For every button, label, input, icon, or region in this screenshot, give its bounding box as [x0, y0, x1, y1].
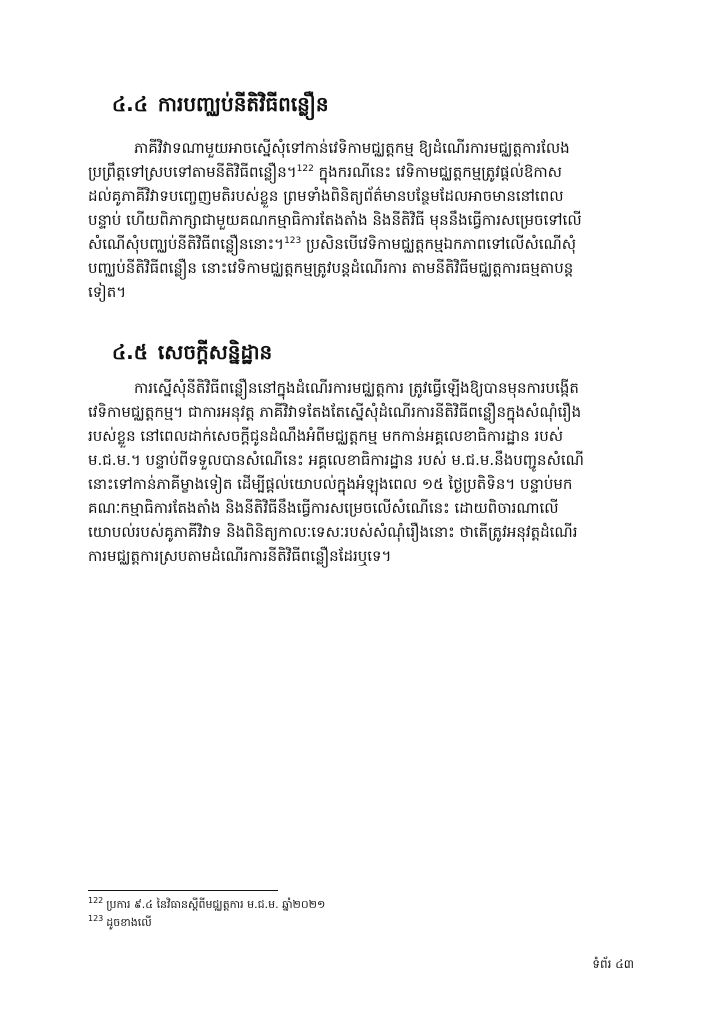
section-title: សេចក្តីសន្និដ្ឋាន: [157, 340, 273, 364]
footnote-number: 122: [88, 896, 104, 906]
footnote-reference: 123: [284, 236, 302, 246]
section-heading-4-4: [112, 90, 329, 118]
section-heading-4-5: [112, 338, 272, 366]
paragraph-text: ក្នុងករណីនេះ វេទិកាមជ្ឈត្តកម្មត្រូវផ្តល់ឱកាស ដល់គូភាគីវិវាទបញ្ចេញមតិរបស់ខ្លួន ព្រមទាំងពិនិត្យព័ត៌មានបន្ថែមដែលអាចមាននៅពេល បន្ទាប់ ហើយពិភាក្សាជាមួយគណកម្មាធិការតែងតាំង និងនីតិវិធី មុននឹងធ្វើការសម្រេចទៅលើ សំណើសុំបញ្ឈប់នីតិវិធីពន្លឿននោះ។: [88, 163, 582, 253]
section-title: ការបញ្ឈប់នីតិវិធីពន្លឿន: [157, 92, 329, 116]
paragraph-text: ភាគីវិវាទណាមួយអាចស្នើសុំទៅកាន់វេទិកាមជ្ឈត្តកម្ម ឱ្យដំណើរការមជ្ឈត្តការលែង ប្រព្រឹត្តទៅស្របទៅតាមនីតិវិធីពន្លឿន។: [88, 139, 570, 181]
section-4-4-paragraph: [88, 136, 636, 304]
footnote-text: ប្រការ ៩.៤ នៃវិធានស្តីពីមជ្ឈត្តការ ម.ជ.ម. ឆ្នាំ២០២១: [106, 898, 326, 911]
footnote-123: [88, 915, 152, 931]
footnote-reference: 122: [296, 164, 314, 174]
footnote-text: ដូចខាងលើ: [106, 916, 152, 929]
footnote-122: [88, 897, 325, 913]
footnote-number: 123: [88, 914, 104, 924]
section-number: ៤.៥: [112, 340, 148, 364]
page-number: ទំព័រ ៤៣: [592, 957, 634, 971]
footnote-separator: [88, 890, 278, 891]
section-number: ៤.៤: [112, 92, 148, 116]
section-4-5-paragraph: ការស្នើសុំនីតិវិធីពន្លឿននៅក្នុងដំណើរការមជ្ឈត្តការ ត្រូវធ្វើឡើងឱ្យបានមុនការបង្កើត វេទិកាមជ្ឈត្តកម្ម។ ជាការអនុវត្ត ភាគីវិវាទតែងតែស្នើសុំដំណើរការនីតិវិធីពន្លឿនក្នុងសំណុំរឿង របស់ខ្លួន នៅពេលដាក់សេចក្តីជូនដំណឹងអំពីមជ្ឈត្តកម្ម មកកាន់អគ្គលេខាធិការដ្ឋាន របស់ ម.ជ.ម.។ បន្ទាប់ពីទទួលបានសំណើនេះ អគ្គលេខាធិការដ្ឋាន របស់ ម.ជ.ម.នឹងបញ្ជូនសំណើ នោះទៅកាន់ភាគីម្ខាងទៀត ដើម្បីផ្តល់យោបល់ក្នុងអំឡុងពេល ១៥ ថ្ងៃប្រតិទិន។ បន្ទាប់មក គណៈកម្មាធិការតែងតាំង និងនីតិវិធីនឹងធ្វើការសម្រេចលើសំណើនេះ ដោយពិចារណាលើ យោបល់របស់គូភាគីវិវាទ និងពិនិត្យកាលៈទេសៈរបស់សំណុំរឿងនោះ ថាតើត្រូវអនុវត្តដំណើរ ការមជ្ឈត្តការស្របតាមដំណើរការនីតិវិធីពន្លឿនដែរឬទេ។: [88, 379, 584, 565]
paragraph-text: ប្រសិនបើវេទិកាមជ្ឈត្តកម្មឯកភាពទៅលើសំណើសុំ បញ្ឈប់នីតិវិធីពន្លឿន នោះវេទិកាមជ្ឈត្តកម្មត្រូវបន្តដំណើរការ តាមនីតិវិធីមជ្ឈត្តការធម្មតាបន្ត ទៀត។: [88, 235, 577, 301]
